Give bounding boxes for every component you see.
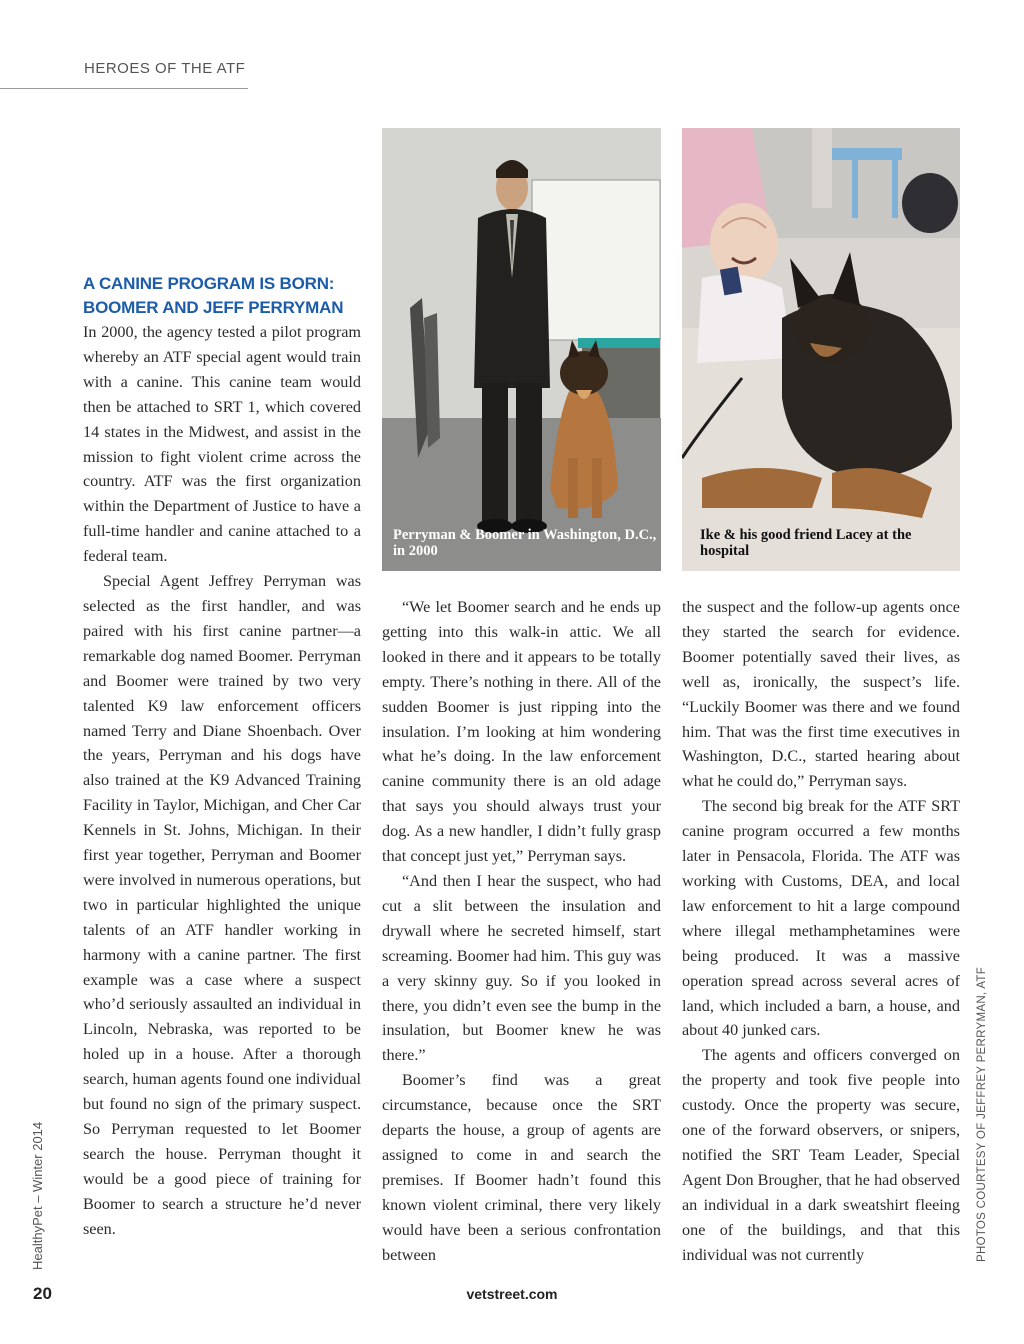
- col3-paragraph-3: The agents and officers converged on the property and took five people into custody. Once the property was secure, one of the forward observers, or snipers, notified the SRT Team Leader, Special Agent Don Brougher, that he had observed an individual in a dark sweatshirt fleeing one of the buildings, and that this individual was not currently: [682, 1046, 960, 1264]
- article-column-3: [682, 595, 960, 1267]
- col1-paragraph-2: Special Agent Jeffrey Perryman was selected as the first handler, and was paired with his first canine partner—a remarkable dog named Boomer. Perryman and Boomer were trained by two very talented K9 law enforcement officers named Terry and Diane Shoenbach. Over the years, Perryman and his dogs have also trained at the K9 Advanced Training Facility in Taylor, Michigan, and Cher Car Kennels in St. Johns, Michigan. In their first year together, Perryman and Boomer were involved in numerous operations, but two in particular highlighted the unique talents of an ATF handler working in harmony with a canine partner. The first example was a case where a suspect who’d seriously assaulted an individual in Lincoln, Nebraska, was reported to be holed up in a house. After a thorough search, human agents found one individual but found no sign of the primary suspect. So Perryman requested to let Boomer search the house. Perryman thought it would be a good piece of training for Boomer to search a structure he’d never seen.: [83, 572, 361, 1238]
- col1-paragraph-1: In 2000, the agency tested a pilot program whereby an ATF special agent would train with a canine. This canine team would then be attached to SRT 1, which covered 14 states in the Midwest, and assist in the mission to fight violent crime across the country. ATF was the first organization within the Department of Justice to have a full-time handler and canine attached to a federal team.: [83, 323, 361, 566]
- photo-credit: PHOTOS COURTESY OF JEFFREY PERRYMAN, ATF: [976, 966, 988, 1262]
- col2-paragraph-1: “We let Boomer search and he ends up getting into this walk-in attic. We all looked in there and it appears to be totally empty. There’s nothing in there. All of the sudden Boomer is just ripping into the insulation. I’m looking at him wondering what he’s doing. In the law enforcement canine community there is an old adage that says you should always trust your dog. As a new handler, I didn’t fully grasp that concept just yet,” Perryman says.: [382, 598, 661, 866]
- col2-paragraph-2: “And then I hear the suspect, who had cut a slit between the insulation and drywall where he secreted himself, start screaming. Boomer had him. This guy was a very skinny guy. So if you looked in there, you didn’t even see the bump in the insulation, but Boomer knew he was there.”: [382, 871, 661, 1065]
- col2-paragraph-3: Boomer’s find was a great circumstance, because once the SRT departs the house, a group of agents are assigned to come in and search the premises. If Boomer hadn’t found this known violent criminal, there very likely would have been a serious confrontation between: [382, 1071, 661, 1264]
- article-column-2: [382, 595, 661, 1267]
- article-column-1: [83, 272, 361, 1242]
- article-headline: A CANINE PROGRAM IS BORN: BOOMER AND JEFF PERRYMAN: [83, 274, 344, 317]
- page-number: 20: [33, 1284, 52, 1303]
- section-rule: [0, 88, 248, 89]
- photo-caption-2: Ike & his good friend Lacey at the hospital: [700, 527, 912, 559]
- col3-paragraph-1: the suspect and the follow-up agents once they started the search for evidence. Boomer potentially saved their lives, as well as, ironically, the suspect’s life. “Luckily Boomer was there and we found him. That was the first time executives in Washington, D.C., started hearing about what he could do,” Perryman says.: [682, 598, 960, 791]
- photo-ike-lacey: [682, 128, 960, 571]
- section-label: HEROES OF THE ATF: [84, 60, 246, 77]
- publication-issue-label: HealthyPet – Winter 2014: [30, 1121, 45, 1270]
- col3-paragraph-2: The second big break for the ATF SRT canine program occurred a few months later in Pensacola, Florida. The ATF was working with Customs, DEA, and local law enforcement to hit a large compound where illegal methamphetamines were being produced. It was a massive operation spread across several acres of land, which included a barn, a house, and about 40 junked cars.: [682, 797, 960, 1040]
- footer-website: vetstreet.com: [466, 1286, 558, 1302]
- photo-caption-1: Perryman & Boomer in Washington, D.C., in 2000: [393, 527, 657, 559]
- photo-perryman-boomer: [382, 128, 661, 571]
